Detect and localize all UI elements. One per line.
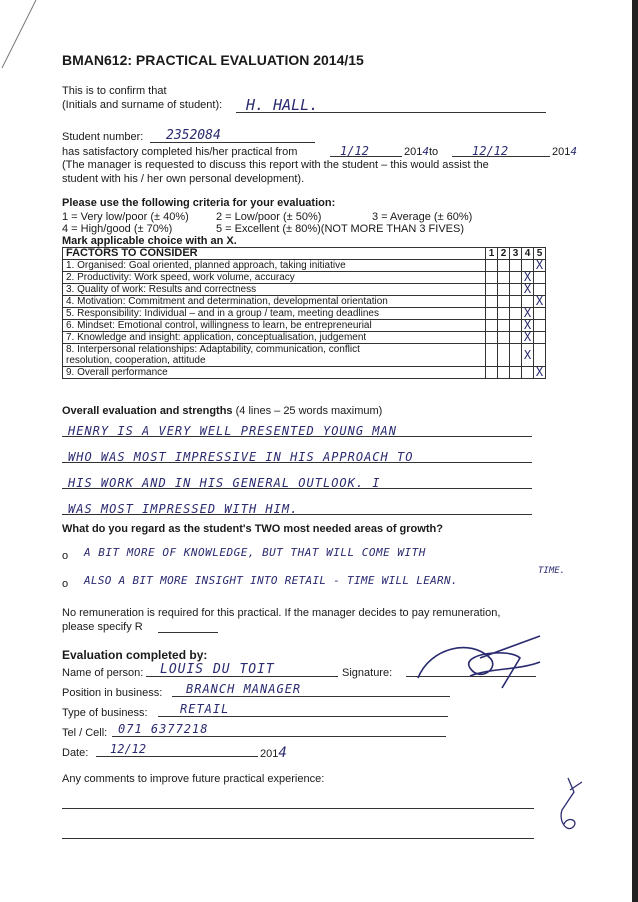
position-field [172,680,450,697]
rating-cell [486,284,498,296]
rating-mark-cell: X [522,272,534,284]
factor-label-text: 7. Knowledge and insight: application, conceptualisation, judgement [66,332,367,343]
rating-mark-cell: X [534,260,546,272]
remuneration-1: No remuneration is required for this practical. If the manager decides to pay remuneration, [62,607,501,619]
rating-cell [510,320,522,332]
date-year [260,746,287,761]
rating-cell [486,332,498,344]
rating-cell [510,332,522,344]
rating-cell [510,284,522,296]
scan-edge-line [0,0,40,70]
rating-cell [486,272,498,284]
rating-cell [510,344,522,367]
rating-cell [534,320,546,332]
factor-label-text: 4. Motivation: Commitment and determination, developmental orientation [66,296,388,307]
rating-mark-cell: X [534,296,546,308]
bullet-icon: o [62,550,69,562]
table-row [63,272,546,284]
factor-label [63,272,486,284]
factor-label-text: 9. Overall performance [66,367,168,378]
practical-label: has satisfactory completed his/her practical from [62,146,298,158]
to-label: to [428,146,439,158]
position-value: BRANCH MANAGER [186,682,302,696]
factor-label [63,308,486,320]
rating-cell [498,272,510,284]
comments-label: Any comments to improve future practical experience: [62,773,325,785]
student-number-field [150,126,315,143]
from-year-prefix: 201 [404,146,423,158]
name-value: LOUIS DU TOIT [160,662,275,677]
rating-cell [498,308,510,320]
overall-text-2: WHO WAS MOST IMPRESSIVE IN HIS APPROACH TO [68,450,414,464]
name-label: Name of person: [62,667,144,679]
signature-label: Signature: [342,667,393,679]
to-year-prefix: 201 [552,146,571,158]
table-header-row [63,248,546,260]
col-header: 5 [534,248,546,260]
rating-cell [510,367,522,379]
overall-heading: Overall evaluation and strengths [62,405,233,417]
factor-label [63,260,486,272]
student-name-label: (Initials and surname of student): [62,99,223,111]
factor-label [63,344,486,367]
rating-cell [498,367,510,379]
mark-instruction: Mark applicable choice with an X. [62,235,237,247]
rating-cell [486,308,498,320]
initials-mark [548,772,588,842]
manager-note-2: student with his / her own personal development). [62,173,305,185]
rating-mark-cell: X [522,344,534,367]
scan-right-edge [632,0,638,902]
table-row [63,344,546,367]
rating-cell [498,332,510,344]
criteria-1: 1 = Very low/poor (± 40%) [62,211,189,223]
to-year-digit: 4 [570,145,577,158]
col-header: 3 [510,248,522,260]
rating-cell [486,296,498,308]
date-year-digit: 4 [278,745,287,761]
rating-cell [486,367,498,379]
rating-cell [510,260,522,272]
from-year [404,145,438,159]
criteria-heading: Please use the following criteria for your evaluation: [62,197,336,209]
table-row [63,296,546,308]
overall-text-4: WAS MOST IMPRESSED WITH HIM. [68,502,299,516]
rating-cell [534,344,546,367]
factor-label-text: 3. Quality of work: Results and correctness [66,284,257,295]
factor-rows [63,260,546,379]
factor-label [63,367,486,379]
student-number-value: 2352084 [166,128,221,143]
remuneration-2: please specify R [62,621,143,633]
growth-item-2: ALSO A BIT MORE INSIGHT INTO RETAIL - TIME WILL LEARN. [84,574,458,587]
to-date-field [452,142,550,157]
criteria-4: 4 = High/good (± 70%) [62,223,173,235]
col-header: 1 [486,248,498,260]
overall-text-3: HIS WORK AND IN HIS GENERAL OUTLOOK. I [68,476,381,490]
student-name-field [236,96,546,113]
factor-label-text: 2. Productivity: Work speed, work volume, accuracy [66,272,295,283]
rating-mark-cell: X [522,308,534,320]
rating-cell [534,272,546,284]
factor-label-text: 1. Organised: Goal oriented, planned approach, taking initiative [66,260,346,271]
rating-cell [486,320,498,332]
date-field [96,740,258,757]
manager-note-1: (The manager is requested to discuss this report with the student – this would assist the [62,159,489,171]
table-row [63,320,546,332]
rating-cell [498,296,510,308]
date-year-prefix: 201 [260,748,279,760]
position-label: Position in business: [62,687,163,699]
rating-cell [510,308,522,320]
from-date-field [330,142,402,157]
rating-mark-cell: X [522,320,534,332]
to-year [552,145,577,159]
col-header: 4 [522,248,534,260]
remuneration-field [158,620,218,633]
factor-label [63,284,486,296]
rating-cell [498,260,510,272]
table-row [63,308,546,320]
col-header: 2 [498,248,510,260]
tel-value: 071 6377218 [118,722,209,736]
type-field [158,700,448,717]
factor-label-text: 5. Responsibility: Individual – and in a group / team, meeting deadlines [66,308,379,319]
comments-line-2 [62,826,534,839]
factor-label-text: 6. Mindset: Emotional control, willingness to learn, be entrepreneurial [66,320,372,331]
rating-cell [510,272,522,284]
criteria-3: 3 = Average (± 60%) [372,211,473,223]
rating-cell [498,320,510,332]
overall-text-1: HENRY IS A VERY WELL PRESENTED YOUNG MAN [68,424,397,438]
confirm-text: This is to confirm that [62,85,167,97]
factors-table [62,247,546,379]
factors-header: FACTORS TO CONSIDER [63,248,486,260]
bullet-icon: o [62,578,69,590]
growth-item-1: A BIT MORE OF KNOWLEDGE, BUT THAT WILL COME WITH [84,546,426,559]
from-year-digit: 4 [422,145,429,158]
comments-line-1 [62,796,534,809]
rating-cell [522,367,534,379]
type-label: Type of business: [62,707,148,719]
table-row [63,367,546,379]
factor-label-text: 8. Interpersonal relationships: Adaptability, communication, conflict [66,344,360,355]
student-name-value: H. HALL. [246,96,319,114]
rating-cell [486,344,498,367]
type-value: RETAIL [180,702,230,716]
completed-heading: Evaluation completed by: [62,648,208,662]
date-label: Date: [62,747,89,759]
tel-label: Tel / Cell: [62,727,108,739]
criteria-2: 2 = Low/poor (± 50%) [216,211,322,223]
table-row [63,284,546,296]
rating-cell [534,308,546,320]
table-row [63,332,546,344]
rating-mark-cell: X [522,284,534,296]
factor-label [63,320,486,332]
rating-cell [498,284,510,296]
name-field [146,660,338,677]
factor-label [63,296,486,308]
factor-label [63,332,486,344]
factor-label-text: resolution, cooperation, attitude [66,355,206,366]
rating-mark-cell: X [534,367,546,379]
tel-field [112,720,446,737]
criteria-5: 5 = Excellent (± 80%)(NOT MORE THAN 3 FIVES) [216,223,464,235]
rating-cell [510,296,522,308]
rating-cell [486,260,498,272]
page-title: BMAN612: PRACTICAL EVALUATION 2014/15 [62,52,364,68]
rating-mark-cell: X [522,332,534,344]
rating-cell [534,332,546,344]
from-date-value: 1/12 [340,144,369,158]
student-number-label: Student number: [62,131,144,143]
date-value: 12/12 [110,742,147,756]
rating-cell [498,344,510,367]
overall-hint: (4 lines – 25 words maximum) [235,405,383,417]
growth-extra: TIME. [538,566,566,576]
to-date-value: 12/12 [472,144,509,158]
table-row [63,260,546,272]
growth-heading: What do you regard as the student's TWO most needed areas of growth? [62,523,443,535]
